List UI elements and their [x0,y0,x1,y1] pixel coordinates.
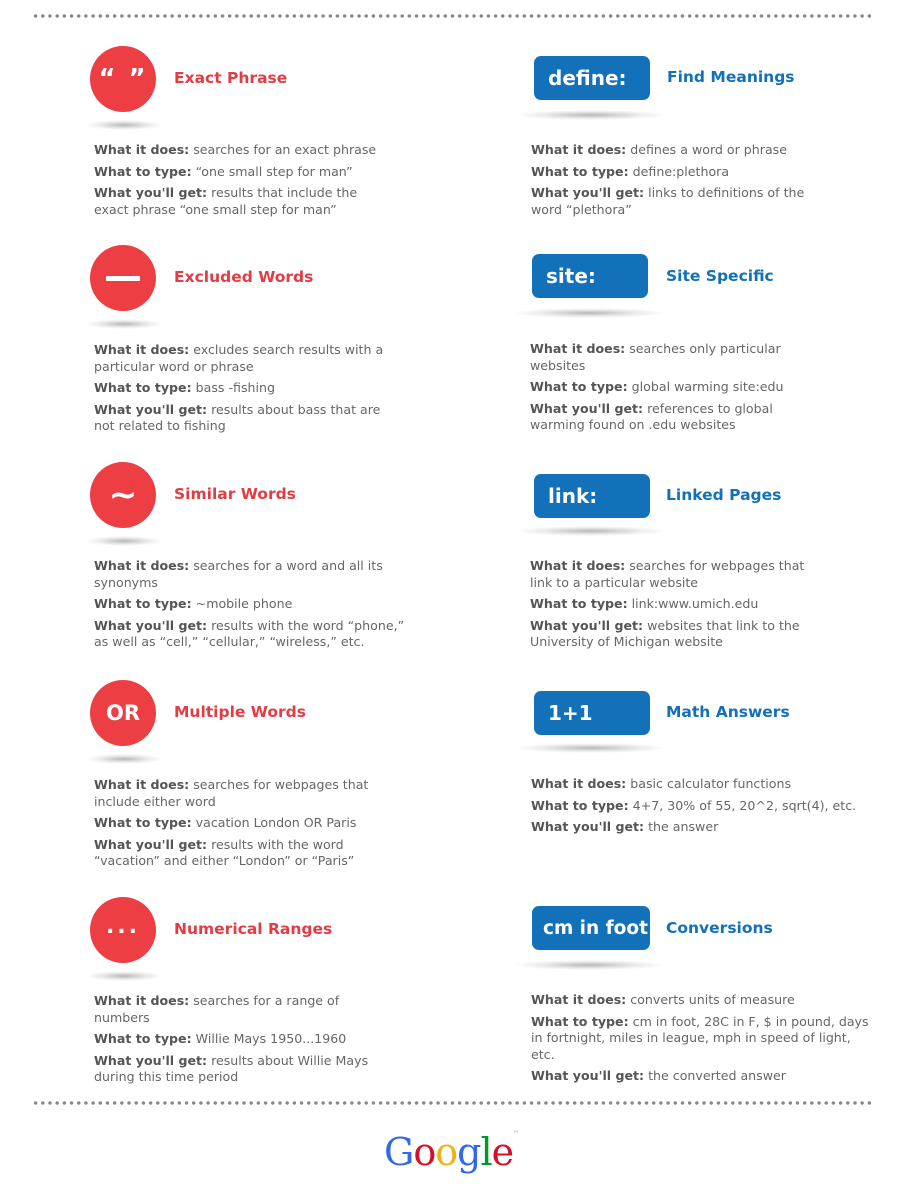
does-text: searches only particular websites [530,341,781,373]
type-text: link:www.umich.edu [631,596,759,611]
trademark-symbol: ™ [513,1130,520,1137]
does-text: searches for an exact phrase [193,142,377,157]
section-title-similar-words: Similar Words [174,485,296,503]
section-title-site-specific: Site Specific [666,267,774,285]
tilde-icon: ~ [90,462,156,528]
type-label: What to type: [94,815,192,830]
badge-shadow [514,308,664,318]
type-text: cm in foot, 28C in F, $ in pound, days in fortnight, miles in league, mph in speed of light, etc. [531,1013,869,1062]
or-icon: OR [90,680,156,746]
type-label: What to type: [94,380,192,395]
section-desc-multiple-words [94,777,384,875]
logo-letter: o [413,1130,436,1174]
bottom-dotted-divider [32,1101,872,1105]
section-desc-site-specific [530,341,830,439]
get-label: What you'll get: [531,819,645,834]
get-label: What you'll get: [94,836,208,852]
get-text: results with the word “vacation” and either “London” or “Paris” [94,836,355,868]
type-text: “one small step for man” [195,163,353,179]
badge-shadow [86,120,162,130]
type-label: What to type: [530,379,628,394]
badge-shadow [86,536,162,546]
get-text: results about Willie Mays during this time period [94,1052,369,1084]
logo-letter: o [435,1130,458,1174]
badge-shadow [86,754,162,764]
does-label: What it does: [531,776,627,791]
ellipsis-icon: ... [90,897,156,963]
section-title-numerical-ranges: Numerical Ranges [174,920,333,938]
get-label: What you'll get: [94,1052,208,1068]
section-desc-linked-pages [530,558,820,656]
type-text: vacation London OR Paris [195,815,357,830]
get-label: What you'll get: [94,401,208,417]
get-label: What you'll get: [531,1068,645,1083]
type-text: ~mobile phone [195,596,293,611]
section-title-math-answers: Math Answers [666,703,790,721]
badge-shadow [516,743,666,753]
google-logo [384,1130,519,1174]
does-text: searches for webpages that include either word [94,777,369,809]
type-text: bass -fishing [195,380,275,395]
get-text: results with the word “phone,” as well as “cell,” “cellular,” “wireless,” etc. [94,617,405,649]
section-desc-find-meanings [531,142,821,223]
does-label: What it does: [531,992,627,1007]
type-text: 4+7, 30% of 55, 20^2, sqrt(4), etc. [632,797,857,813]
section-desc-similar-words [94,558,412,656]
section-title-find-meanings: Find Meanings [667,68,795,86]
get-label: What you'll get: [530,617,644,633]
does-label: What it does: [94,342,190,357]
logo-letter: G [384,1130,414,1174]
logo-letter: e [491,1130,514,1174]
does-label: What it does: [530,558,626,573]
does-text: converts units of measure [630,992,795,1007]
section-title-linked-pages: Linked Pages [666,486,782,504]
type-label: What to type: [531,163,629,179]
section-title-conversions: Conversions [666,919,773,937]
site-operator-badge: site: [532,254,648,298]
badge-shadow [86,971,162,981]
does-label: What it does: [94,558,190,573]
conversion-operator-badge: cm in foot [532,906,650,950]
define-operator-badge: define: [534,56,650,100]
quote-icon: “ ” [90,46,156,112]
top-dotted-divider [32,14,872,18]
type-label: What to type: [530,596,628,611]
get-text: references to global warming found on .edu websites [530,400,773,432]
get-label: What you'll get: [530,400,644,416]
section-title-excluded-words: Excluded Words [174,268,314,286]
does-label: What it does: [94,777,190,792]
section-desc-exact-phrase [94,142,384,223]
get-label: What you'll get: [94,617,208,633]
does-text: excludes search results with a particular word or phrase [94,342,384,374]
does-label: What it does: [530,341,626,356]
badge-shadow [514,960,664,970]
type-text: Willie Mays 1950...1960 [195,1031,347,1046]
section-desc-math-answers [531,776,861,841]
minus-icon [90,245,156,311]
type-label: What to type: [531,1013,629,1029]
get-label: What you'll get: [531,185,645,200]
logo-letter: l [480,1130,492,1174]
section-title-exact-phrase: Exact Phrase [174,69,288,87]
get-label: What you'll get: [94,185,208,200]
get-text: results that include the exact phrase “one small step for man” [94,185,358,217]
does-label: What it does: [94,993,190,1008]
does-text: basic calculator functions [630,776,792,791]
type-label: What to type: [531,797,629,813]
math-operator-badge: 1+1 [534,691,650,735]
get-text: websites that link to the University of Michigan website [530,617,800,649]
type-text: global warming site:edu [631,379,784,394]
logo-letter: g [457,1130,481,1174]
section-title-multiple-words: Multiple Words [174,703,306,721]
does-label: What it does: [531,142,627,157]
type-label: What to type: [94,163,192,179]
does-text: defines a word or phrase [630,142,787,157]
get-text: links to definitions of the word “plethora” [531,185,805,217]
type-label: What to type: [94,1031,192,1046]
get-text: results about bass that are not related to fishing [94,401,381,433]
section-desc-conversions [531,992,877,1090]
badge-shadow [516,110,666,120]
get-text: the answer [648,819,719,834]
section-desc-numerical-ranges [94,993,394,1091]
badge-shadow [86,319,162,329]
type-label: What to type: [94,596,192,611]
link-operator-badge: link: [534,474,650,518]
does-text: searches for webpages that link to a particular website [530,558,805,590]
does-label: What it does: [94,142,190,157]
section-desc-excluded-words [94,342,384,440]
get-text: the converted answer [648,1068,786,1083]
does-text: searches for a range of numbers [94,993,340,1025]
does-text: searches for a word and all its synonyms [94,558,383,590]
type-text: define:plethora [632,163,730,179]
badge-shadow [516,526,666,536]
